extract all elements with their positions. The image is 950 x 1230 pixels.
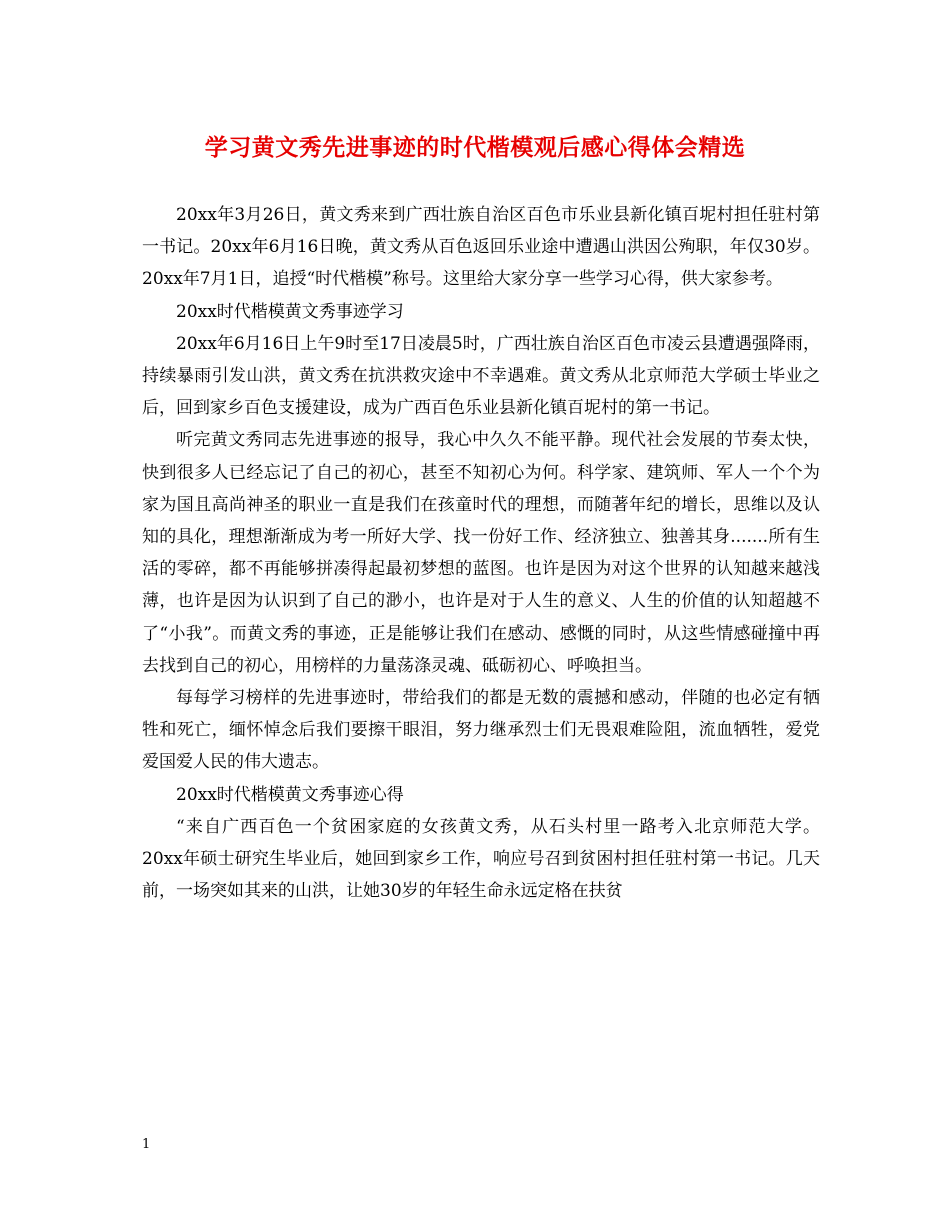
page-number: 1 — [142, 1137, 151, 1152]
document-body — [142, 199, 820, 907]
paragraph: 听完黄文秀同志先进事迹的报导，我心中久久不能平静。现代社会发展的节奏太快，快到很多人已经忘记了自己的初心，甚至不知初心为何。科学家、建筑师、军人一个个为家为国且高尚神圣的职业一直是我们在孩童时代的理想，而随著年纪的增长，思维以及认知的具化，理想渐渐成为考一所好大学、找一份好工作、经济独立、独善其身.......所有生活的零碎，都不再能够拼凑得起最初梦想的蓝图。也许是因为对这个世界的认知越来越浅薄，也许是因为认识到了自己的渺小，也许是对于人生的意义、人生的价值的认知超越不了“小我”。而黄文秀的事迹，正是能够让我们在感动、感慨的同时，从这些情感碰撞中再去找到自己的初心，用榜样的力量荡涤灵魂、砥砺初心、呼唤担当。 — [142, 430, 820, 676]
section-heading: 20xx时代楷模黄文秀事迹心得 — [176, 784, 404, 805]
section-heading: 20xx时代楷模黄文秀事迹学习 — [176, 301, 404, 322]
paragraph: 每每学习榜样的先进事迹时，带给我们的都是无数的震撼和感动，伴随的也必定有牺牲和死亡，缅怀悼念后我们要擦干眼泪，努力继承烈士们无畏艰难险阻，流血牺牲，爱党爱国爱人民的伟大遗志。 — [142, 688, 820, 773]
paragraph: “来自广西百色一个贫困家庭的女孩黄文秀，从石头村里一路考入北京师范大学。20xx年硕士研究生毕业后，她回到家乡工作，响应号召到贫困村担任驻村第一书记。几天前，一场突如其来的山洪，让她30岁的年轻生命永远定格在扶贫 — [142, 816, 820, 902]
paragraph: 20xx年3月26日，黄文秀来到广西壮族自治区百色市乐业县新化镇百坭村担任驻村第一书记。20xx年6月16日晚，黄文秀从百色返回乐业途中遭遇山洪因公殉职，年仅30岁。20xx年7月1日，追授“时代楷模”称号。这里给大家分享一些学习心得，供大家参考。 — [142, 205, 820, 290]
document-title: 学习黄文秀先进事迹的时代楷模观后感心得体会精选 — [204, 134, 746, 161]
paragraph: 20xx年6月16日上午9时至17日凌晨5时，广西壮族自治区百色市凌云县遭遇强降雨，持续暴雨引发山洪，黄文秀在抗洪救灾途中不幸遇难。黄文秀从北京师范大学硕士毕业之后，回到家乡百色支援建设，成为广西百色乐业县新化镇百坭村的第一书记。 — [142, 333, 820, 419]
